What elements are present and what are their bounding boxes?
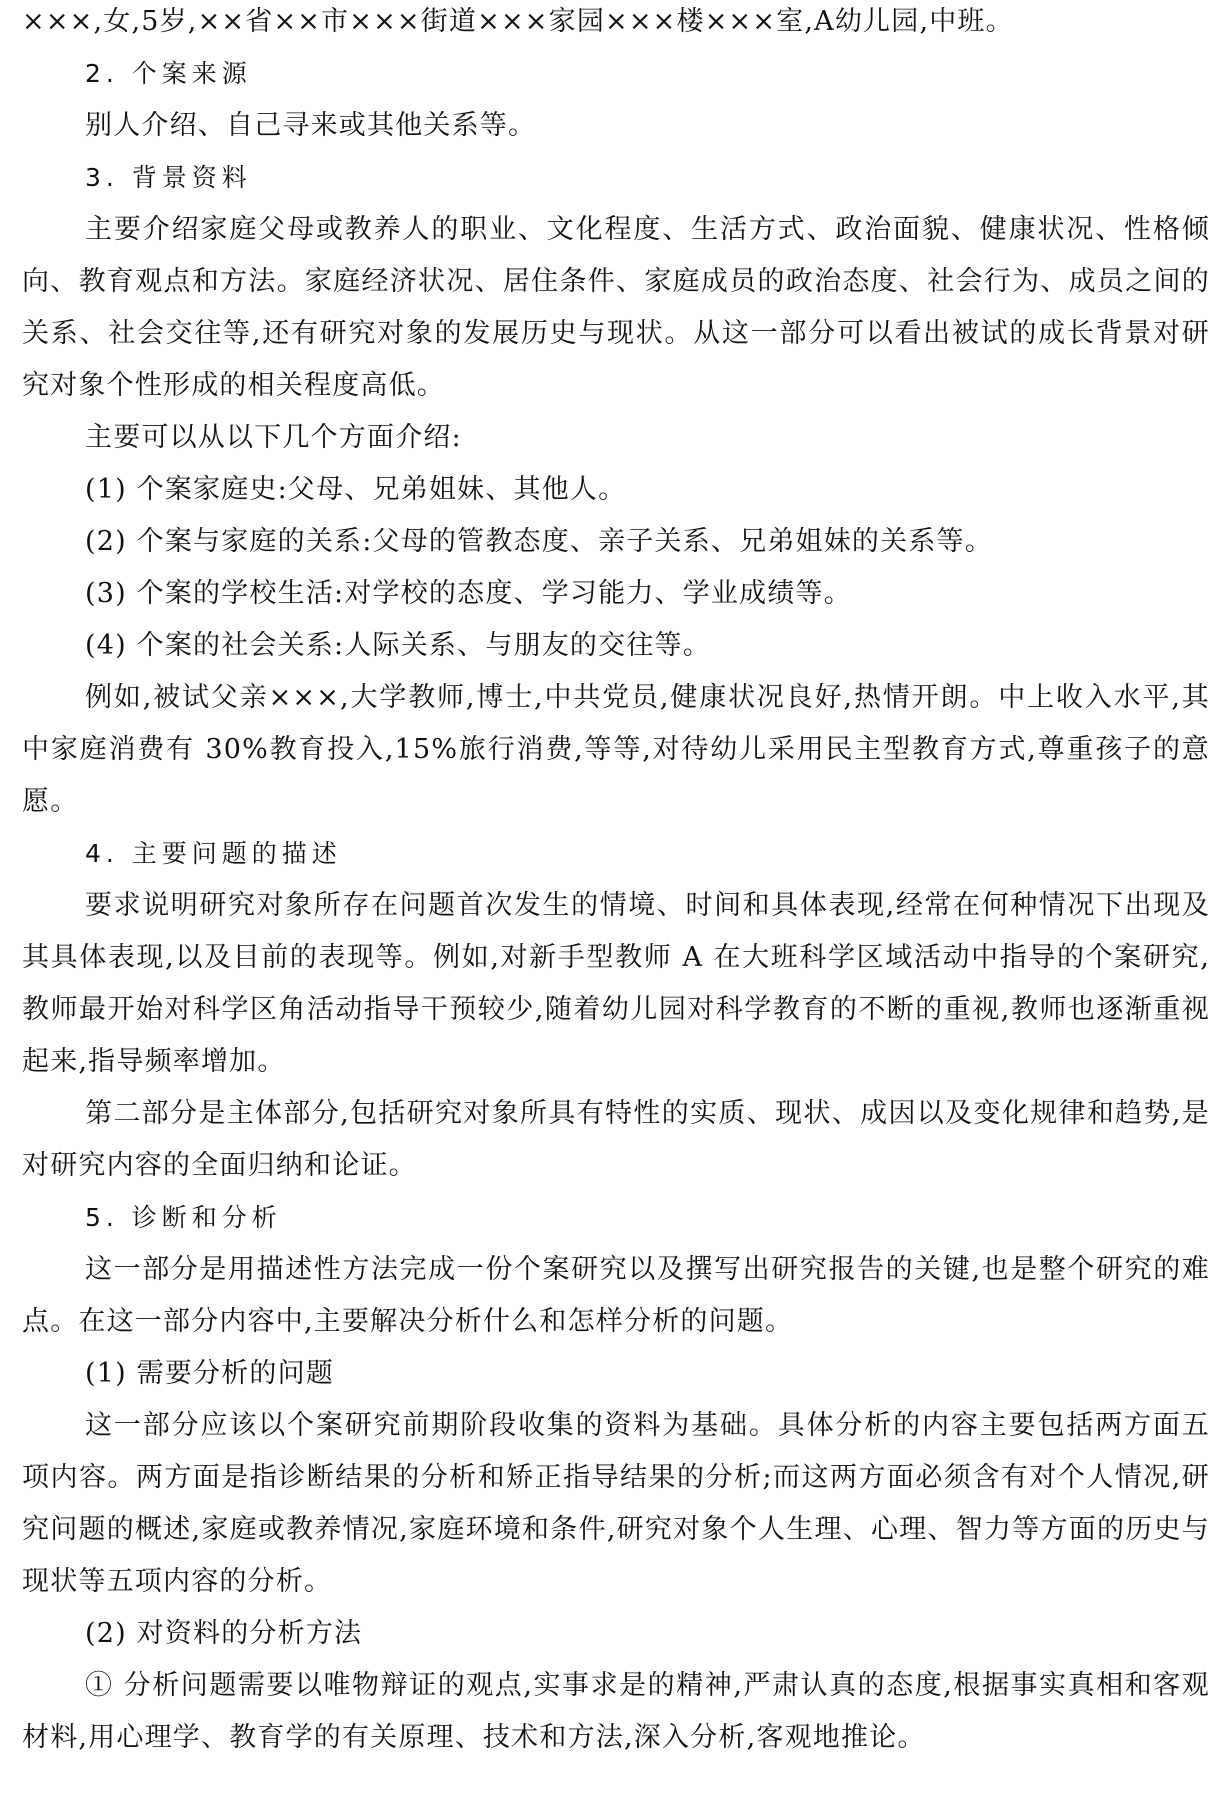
part-two-paragraph: 第二部分是主体部分,包括研究对象所具有特性的实质、现状、成因以及变化规律和趋势,是对研究内容的全面归纳和论证。: [22, 1098, 1210, 1181]
subheading-problems-to-analyze: (1) 需要分析的问题: [85, 1358, 335, 1389]
background-list-item: (4) 个案的社会关系:人际关系、与朋友的交往等。: [85, 630, 711, 661]
problems-to-analyze-paragraph: 这一部分应该以个案研究前期阶段收集的资料为基础。具体分析的内容主要包括两方面五项内容。两方面是指诊断结果的分析和矫正指导结果的分析;而这两方面必须含有对个人情况,研究问题的概述,家庭或教养情况,家庭环境和条件,研究对象个人生理、心理、智力等方面的历史与现状等五项内容的分析。: [22, 1410, 1210, 1597]
analysis-method-point-1: ① 分析问题需要以唯物辩证的观点,实事求是的精神,严肃认真的态度,根据事实真相和客观材料,用心理学、教育学的有关原理、技术和方法,深入分析,客观地推论。: [22, 1670, 1210, 1753]
case-source-text: 别人介绍、自己寻来或其他关系等。: [85, 110, 537, 141]
section-heading-background: 3. 背景资料: [85, 163, 252, 192]
document-page: [22, 0, 1210, 1764]
section-heading-diagnosis-analysis: 5. 诊断和分析: [85, 1203, 282, 1232]
subject-info-line: ×××,女,5岁,××省××市×××街道×××家园×××楼×××室,A幼儿园,中班。: [22, 6, 1014, 37]
section-heading-problem-description: 4. 主要问题的描述: [85, 839, 342, 868]
background-example-paragraph: 例如,被试父亲×××,大学教师,博士,中共党员,健康状况良好,热情开朗。中上收入水平,其中家庭消费有 30%教育投入,15%旅行消费,等等,对待幼儿采用民主型教育方式,尊重孩子的意愿。: [22, 682, 1210, 817]
background-list-intro: 主要可以从以下几个方面介绍:: [85, 422, 462, 453]
background-list-item: (1) 个案家庭史:父母、兄弟姐妹、其他人。: [85, 474, 627, 505]
background-paragraph: 主要介绍家庭父母或教养人的职业、文化程度、生活方式、政治面貌、健康状况、性格倾向、教育观点和方法。家庭经济状况、居住条件、家庭成员的政治态度、社会行为、成员之间的关系、社会交往等,还有研究对象的发展历史与现状。从这一部分可以看出被试的成长背景对研究对象个性形成的相关程度高低。: [22, 214, 1210, 401]
subheading-analysis-methods: (2) 对资料的分析方法: [85, 1618, 363, 1649]
background-list-item: (3) 个案的学校生活:对学校的态度、学习能力、学业成绩等。: [85, 578, 852, 609]
problem-description-paragraph: 要求说明研究对象所存在问题首次发生的情境、时间和具体表现,经常在何种情况下出现及其具体表现,以及目前的表现等。例如,对新手型教师 A 在大班科学区域活动中指导的个案研究,教师最开始对科学区角活动指导干预较少,随着幼儿园对科学教育的不断的重视,教师也逐渐重视起来,指导频率增加。: [22, 890, 1210, 1077]
section-heading-case-source: 2. 个案来源: [85, 59, 252, 88]
diagnosis-analysis-paragraph: 这一部分是用描述性方法完成一份个案研究以及撰写出研究报告的关键,也是整个研究的难点。在这一部分内容中,主要解决分析什么和怎样分析的问题。: [22, 1254, 1210, 1337]
background-list-item: (2) 个案与家庭的关系:父母的管教态度、亲子关系、兄弟姐妹的关系等。: [85, 526, 993, 557]
